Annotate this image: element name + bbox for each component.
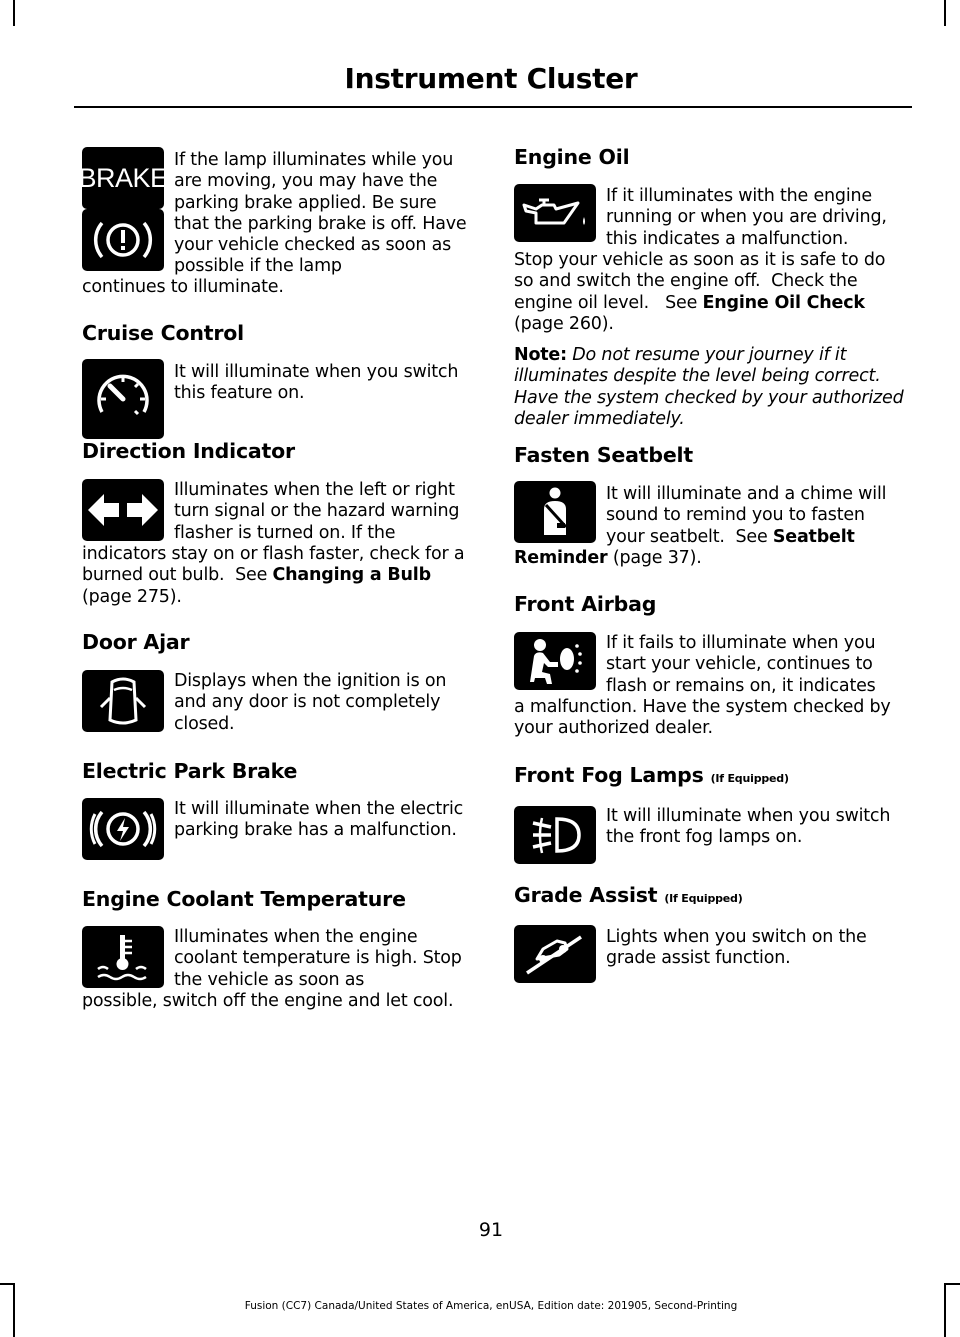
oil-text-b: Stop your vehicle as soon as it is safe to do so and switch the engine off. Check the engine oil level. See Engine Oil Check (page 260). bbox=[514, 250, 886, 334]
door-heading: Door Ajar bbox=[82, 630, 190, 654]
note-text: Do not resume your journey if it illuminates despite the level being correct. Have the system checked by your authorized dealer immediately. bbox=[514, 345, 904, 429]
epb-heading: Electric Park Brake bbox=[82, 759, 298, 783]
airbag-text-a: If it fails to illuminate when you start your vehicle, continues to flash or remains on, it indicates bbox=[606, 633, 876, 696]
crop-mark-bottom-left-h bbox=[0, 1283, 15, 1285]
direction-text-b: indicators stay on or flash faster, check for a burned out bulb. See Changing a Bulb (page 275). bbox=[82, 544, 465, 607]
electric-park-brake-icon bbox=[82, 798, 164, 860]
page-number: 91 bbox=[478, 1219, 504, 1241]
oil-text-a: If it illuminates with the engine running or when you are driving, this indicates a malfunction. bbox=[606, 186, 887, 249]
fog-text: It will illuminate when you switch the front fog lamps on. bbox=[606, 806, 891, 848]
direction-text-a: Illuminates when the left or right turn signal or the hazard warning flasher is turned on. If the bbox=[174, 480, 460, 543]
fog-if-equipped: (If Equipped) bbox=[710, 772, 789, 785]
seatbelt-heading: Fasten Seatbelt bbox=[514, 443, 693, 467]
cruise-text: It will illuminate when you switch this feature on. bbox=[174, 362, 459, 404]
grade-assist-icon bbox=[514, 925, 596, 983]
fog-heading-text: Front Fog Lamps bbox=[514, 763, 704, 787]
brake-warning-icon bbox=[78, 147, 168, 209]
fog-heading bbox=[514, 765, 789, 789]
grade-if-equipped: (If Equipped) bbox=[664, 892, 743, 905]
direction-indicator-icon bbox=[82, 479, 164, 541]
coolant-temperature-icon bbox=[82, 926, 164, 988]
note-label: Note: bbox=[514, 345, 567, 365]
page-title: Instrument Cluster bbox=[344, 62, 638, 95]
brake-text-a: If the lamp illuminates while you are moving, you may have the parking brake applied. Be sure that the parking brake is off. Have your vehicle checked as soon as possible if the lamp bbox=[174, 150, 467, 277]
engine-oil-icon bbox=[514, 184, 596, 242]
airbag-heading: Front Airbag bbox=[514, 592, 657, 616]
coolant-text-b: possible, switch off the engine and let cool. bbox=[82, 991, 454, 1011]
front-fog-lamp-icon bbox=[514, 806, 596, 864]
epb-text: It will illuminate when the electric parking brake has a malfunction. bbox=[174, 799, 464, 841]
engine-oil-check-link[interactable]: Engine Oil Check bbox=[702, 292, 865, 313]
cruise-heading: Cruise Control bbox=[82, 321, 244, 345]
header-rule bbox=[74, 106, 912, 108]
direction-ref: (page 275). bbox=[82, 586, 182, 607]
seatbelt-text-a: It will illuminate and a chime will sound to remind you to fasten your seatbelt. See Seatbelt bbox=[606, 484, 887, 547]
crop-mark-top-right bbox=[944, 0, 946, 26]
grade-heading-text: Grade Assist bbox=[514, 883, 658, 907]
grade-text: Lights when you switch on the grade assist function. bbox=[606, 927, 867, 969]
door-ajar-icon bbox=[82, 670, 164, 732]
seatbelt-icon bbox=[514, 481, 596, 543]
airbag-text-b: a malfunction. Have the system checked by your authorized dealer. bbox=[514, 697, 891, 739]
grade-heading bbox=[514, 885, 743, 909]
cruise-control-icon bbox=[82, 359, 164, 439]
crop-mark-bottom-right-h bbox=[944, 1283, 960, 1285]
oil-note bbox=[514, 345, 906, 430]
oil-heading: Engine Oil bbox=[514, 145, 630, 169]
brake-icon-text: BRAKE bbox=[78, 162, 168, 193]
oil-ref: (page 260). bbox=[514, 313, 614, 334]
brake-circle-icon bbox=[82, 209, 164, 271]
coolant-text-a: Illuminates when the engine coolant temperature is high. Stop the vehicle as soon as bbox=[174, 927, 462, 990]
crop-mark-top-left bbox=[13, 0, 15, 26]
front-airbag-icon bbox=[514, 632, 596, 690]
edition-footer: Fusion (CC7) Canada/United States of America, enUSA, Edition date: 201905, Second-Printing bbox=[244, 1300, 738, 1312]
brake-text-b: continues to illuminate. bbox=[82, 277, 284, 297]
direction-heading: Direction Indicator bbox=[82, 439, 295, 463]
changing-bulb-link[interactable]: Changing a Bulb bbox=[272, 565, 431, 586]
coolant-heading: Engine Coolant Temperature bbox=[82, 887, 406, 911]
seatbelt-text-b: Reminder (page 37). bbox=[514, 548, 702, 568]
door-text: Displays when the ignition is on and any door is not completely closed. bbox=[174, 671, 447, 734]
